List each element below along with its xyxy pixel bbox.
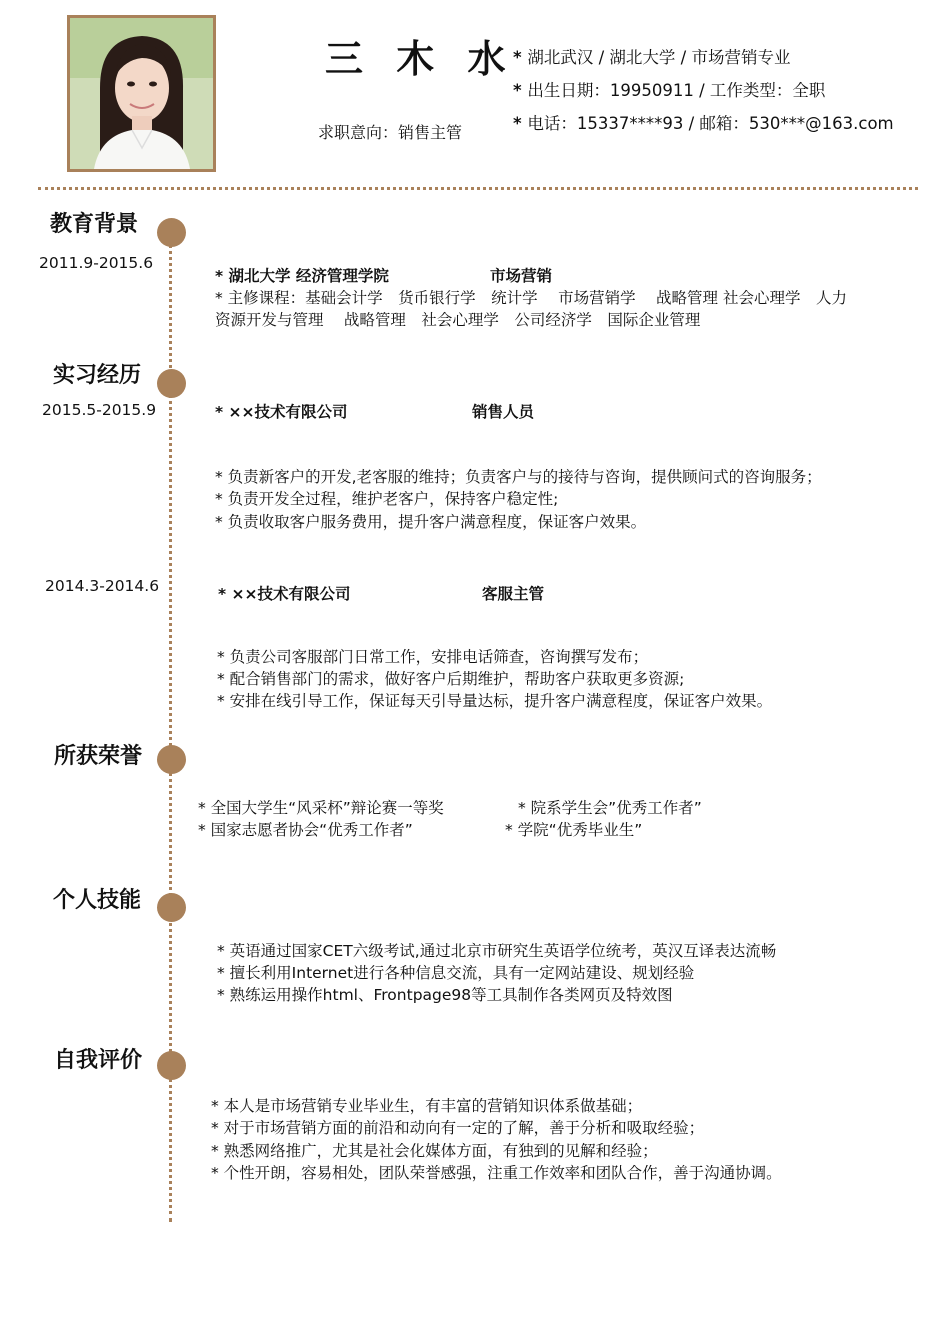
honor-item: * 全国大学生“风采杯”辩论赛一等奖 [198, 799, 444, 817]
education-major: 市场营销 [490, 267, 553, 285]
job-duty: * 配合销售部门的需求，做好客户后期维护，帮助客户获取更多资源; [217, 670, 685, 688]
contact-phone-text: 电话：15337****93 / 邮箱：530***@163.com [527, 114, 894, 133]
job-date: 2015.5-2015.9 [42, 401, 157, 419]
education-date: 2011.9-2015.6 [39, 254, 154, 272]
job-company: * ××技术有限公司 [218, 585, 351, 603]
section-title-self-evaluation: 自我评价 [54, 1048, 143, 1073]
skill-item: * 擅长利用Internet进行各种信息交流，具有一定网站建设、规划经验 [217, 964, 695, 982]
bullet-star: * [513, 48, 528, 67]
skill-item: * 英语通过国家CET六级考试,通过北京市研究生英语学位统考，英汉互译表达流畅 [217, 942, 777, 960]
job-duty: * 负责新客户的开发,老客服的维持；负责客户与的接待与咨询，提供顾问式的咨询服务； [215, 468, 822, 486]
honor-item: * 院系学生会”优秀工作者” [518, 799, 702, 817]
job-duty: * 负责公司客服部门日常工作，安排电话筛查，咨询撰写发布； [217, 648, 649, 666]
job-position: 客服主管 [482, 585, 545, 603]
self-evaluation-item: * 对于市场营销方面的前沿和动向有一定的了解，善于分析和吸取经验； [211, 1119, 705, 1137]
contact-line-location [513, 44, 790, 68]
section-title-education: 教育背景 [50, 212, 139, 237]
timeline-dot [157, 893, 186, 922]
section-title-internship: 实习经历 [53, 363, 142, 388]
education-courses-line-1: * 主修课程：基础会计学 货币银行学 统计学 市场营销学 战略管理 社会心理学 人力 [215, 289, 847, 307]
job-duty: * 安排在线引导工作，保证每天引导量达标，提升客户满意程度，保证客户效果。 [217, 692, 773, 710]
job-date: 2014.3-2014.6 [45, 577, 160, 595]
contact-line-birth [513, 77, 825, 101]
education-school: * 湖北大学 经济管理学院 [215, 267, 389, 285]
skill-item: * 熟练运用操作html、Frontpage98等工具制作各类网页及特效图 [217, 986, 673, 1004]
job-position: 销售人员 [472, 403, 535, 421]
honor-item: * 国家志愿者协会“优秀工作者” [198, 821, 413, 839]
self-evaluation-item: * 熟悉网络推广，尤其是社会化媒体方面，有独到的见解和经验； [211, 1142, 658, 1160]
self-evaluation-item: * 个性开朗，容易相处，团队荣誉感强，注重工作效率和团队合作，善于沟通协调。 [211, 1164, 782, 1182]
section-title-honors: 所获荣誉 [54, 744, 143, 769]
candidate-name: 三 木 水 [325, 37, 516, 81]
section-title-skills: 个人技能 [53, 888, 142, 913]
timeline-dot [157, 218, 186, 247]
contact-line-phone [513, 110, 894, 134]
portrait-image [70, 18, 213, 169]
self-evaluation-item: * 本人是市场营销专业毕业生，有丰富的营销知识体系做基础； [211, 1097, 643, 1115]
job-company: * ××技术有限公司 [215, 403, 348, 421]
bullet-star: * [513, 114, 528, 133]
timeline-dot [157, 1051, 186, 1080]
profile-photo [67, 15, 216, 172]
bullet-star: * [513, 81, 528, 100]
job-objective: 求职意向：销售主管 [318, 123, 463, 142]
job-duty: * 负责收取客户服务费用，提升客户满意程度，保证客户效果。 [215, 513, 647, 531]
timeline-dot [157, 369, 186, 398]
contact-location-text: 湖北武汉 / 湖北大学 / 市场营销专业 [527, 48, 791, 67]
education-courses-line-2: 资源开发与管理 战略管理 社会心理学 公司经济学 国际企业管理 [215, 311, 701, 329]
timeline-dot [157, 745, 186, 774]
honor-item: * 学院“优秀毕业生” [505, 821, 643, 839]
header-divider [38, 187, 918, 190]
job-duty: * 负责开发全过程，维护老客户，保持客户稳定性; [215, 490, 559, 508]
contact-birth-text: 出生日期：19950911 / 工作类型：全职 [527, 81, 826, 100]
